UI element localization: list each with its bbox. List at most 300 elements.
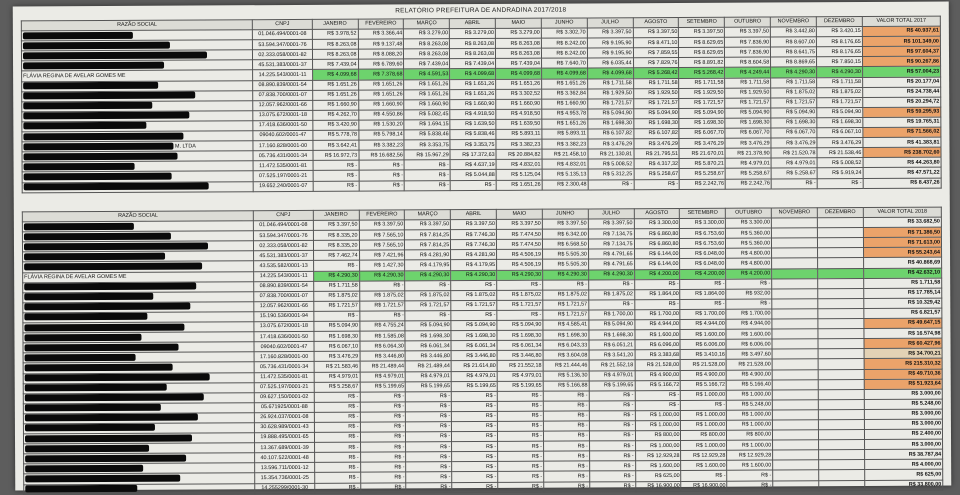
month-value-cell: R$ 1.721,57 (405, 301, 451, 311)
month-value-cell (819, 480, 865, 490)
month-value-cell: R$ - (405, 280, 451, 290)
month-value-cell: R$ 6.342,00 (542, 229, 588, 239)
month-value-cell: R$ 8.176,65 (816, 37, 862, 47)
redaction-mark (23, 142, 173, 150)
column-header: ABRIL (451, 209, 497, 219)
month-value-cell: R$ 6.107,82 (633, 128, 679, 138)
month-value-cell: R$ - (314, 483, 360, 493)
month-value-cell: R$ 1.929,50 (633, 88, 679, 98)
month-value-cell: R$ 8.891,82 (679, 58, 725, 68)
cnpj-cell: 19.652.240/0001-07 (253, 181, 312, 191)
month-value-cell: R$ 1.929,50 (587, 88, 633, 98)
month-value-cell: R$ 5.199,65 (360, 381, 406, 391)
month-value-cell: R$ 8.641,75 (771, 47, 817, 57)
month-value-cell: R$ 8.263,08 (496, 48, 542, 58)
month-value-cell: R$ 4.979,01 (451, 371, 497, 381)
redaction-mark (24, 163, 135, 171)
month-value-cell: R$ 5.199,65 (589, 380, 635, 390)
month-value-cell: R$ 1.651,26 (358, 90, 404, 100)
month-value-cell: R$ - (314, 442, 360, 452)
month-value-cell: R$ 5.838,46 (404, 130, 450, 140)
month-value-cell (818, 329, 864, 339)
month-value-cell: R$ 4.944,00 (634, 319, 680, 329)
month-value-cell: R$ - (451, 310, 497, 320)
month-value-cell: R$ 1.700,00 (634, 309, 680, 319)
month-value-cell: R$ - (497, 421, 543, 431)
month-value-cell: R$ 6.067,10 (817, 128, 863, 138)
month-value-cell (772, 288, 818, 298)
column-header: NOVEMBRO (771, 208, 817, 218)
redaction-mark (25, 363, 173, 371)
redaction-mark (25, 384, 167, 392)
total-cell: R$ 97.604,37 (862, 46, 940, 57)
total-cell: R$ 47.571,22 (863, 168, 941, 179)
month-value-cell: R$ - (406, 482, 452, 492)
month-value-cell: R$ 1.600,00 (726, 329, 772, 339)
month-value-cell: R$ - (497, 391, 543, 401)
redaction-mark (23, 31, 133, 39)
month-value-cell: R$ 4.290,30 (817, 67, 863, 77)
month-value-cell: R$ 3.497,60 (726, 349, 772, 359)
month-value-cell: R$ 8.088,20 (358, 49, 404, 59)
cnpj-cell: 08.890.839/0001-54 (253, 80, 312, 90)
cnpj-cell: 07.525.197/0001-21 (255, 382, 314, 392)
cnpj-cell: 53.594.347/0001-76 (253, 40, 312, 50)
month-value-cell: R$ 1.875,02 (359, 291, 405, 301)
month-value-cell: R$ - (314, 452, 360, 462)
month-value-cell (772, 389, 818, 399)
month-value-cell: R$ - (589, 421, 635, 431)
column-header: OUTUBRO (725, 17, 771, 27)
month-value-cell: R$ 1.711,58 (633, 78, 679, 88)
month-value-cell: R$ 5.360,00 (726, 228, 772, 238)
month-value-cell (772, 400, 818, 410)
month-value-cell: R$ - (498, 472, 544, 482)
month-value-cell: R$ 5.919,24 (817, 168, 863, 178)
month-value-cell (819, 450, 865, 460)
month-value-cell: R$ - (406, 462, 452, 472)
month-value-cell: R$ 3.382,23 (358, 140, 404, 150)
month-value-cell: R$ 4.317,32 (634, 159, 680, 169)
month-value-cell (772, 339, 818, 349)
month-value-cell: R$ 5.008,52 (817, 158, 863, 168)
total-cell: R$ 71.613,00 (863, 237, 941, 248)
month-value-cell: R$ 1.700,00 (680, 309, 726, 319)
column-header: JANEIRO (313, 210, 359, 220)
month-value-cell: R$ 4.979,01 (771, 158, 817, 168)
month-value-cell: R$ 4.290,30 (497, 270, 543, 280)
cnpj-cell: 13.075.672/0001-18 (254, 321, 313, 331)
month-value-cell: R$ - (727, 470, 773, 480)
month-value-cell: R$ - (450, 180, 496, 190)
month-value-cell: R$ 4.944,00 (726, 319, 772, 329)
redaction-mark (23, 51, 207, 59)
table-2017 (21, 16, 942, 193)
document-page (13, 2, 952, 491)
total-cell: R$ 60.427,96 (864, 338, 942, 349)
month-value-cell: R$ 4.800,00 (726, 248, 772, 258)
month-value-cell: R$ 7.439,04 (404, 59, 450, 69)
month-value-cell: R$ - (589, 471, 635, 481)
month-value-cell (772, 248, 818, 258)
cnpj-cell: 02.333.058/0001-82 (253, 50, 312, 60)
month-value-cell: R$ - (452, 482, 498, 492)
total-cell: R$ 55.243,64 (863, 247, 941, 258)
month-value-cell: R$ - (498, 451, 544, 461)
month-value-cell: R$ 6.144,00 (634, 249, 680, 259)
month-value-cell: R$ - (404, 170, 450, 180)
month-value-cell (818, 399, 864, 409)
month-value-cell: R$ 8.263,08 (450, 39, 496, 49)
month-value-cell: R$ 3.300,00 (634, 219, 680, 229)
company-name-cell: FLÁVIA REGINA DE AVELAR GOMES ME (23, 271, 254, 282)
month-value-cell (818, 308, 864, 318)
month-value-cell: R$ 6.568,50 (542, 239, 588, 249)
month-value-cell: R$ 5.166,88 (543, 381, 589, 391)
month-value-cell (817, 228, 863, 238)
month-value-cell: R$ - (681, 471, 727, 481)
month-value-cell: R$ 5.778,78 (313, 130, 359, 140)
month-value-cell: R$ 1.698,30 (451, 331, 497, 341)
month-value-cell: R$ 4.550,86 (358, 110, 404, 120)
month-value-cell: R$ 1.639,50 (496, 119, 542, 129)
month-value-cell: R$ 1.698,30 (497, 330, 543, 340)
month-value-cell: R$ - (406, 401, 452, 411)
month-value-cell: R$ - (589, 300, 635, 310)
total-cell: R$ 57.004,23 (862, 67, 940, 78)
month-value-cell: R$ - (452, 452, 498, 462)
month-value-cell: R$ 1.651,26 (450, 89, 496, 99)
total-cell: R$ 40.937,61 (862, 26, 940, 37)
month-value-cell: R$ 4.290,30 (313, 271, 359, 281)
month-value-cell: R$ 6.051,21 (589, 340, 635, 350)
cnpj-cell: 30.628.989/0001-43 (255, 422, 314, 432)
month-value-cell: R$ 1.660,90 (450, 99, 496, 109)
month-value-cell: R$ 6.096,00 (635, 340, 681, 350)
month-value-cell: R$ 4.637,19 (450, 160, 496, 170)
month-value-cell: R$ - (314, 473, 360, 483)
cnpj-cell: 09040.602/0001-47 (253, 130, 312, 140)
month-value-cell: R$ 5.258,67 (680, 169, 726, 179)
month-value-cell: R$ - (589, 400, 635, 410)
month-value-cell: R$ 6.144,00 (634, 259, 680, 269)
month-value-cell: R$ 3.397,50 (542, 219, 588, 229)
month-value-cell: R$ 1.875,02 (588, 289, 634, 299)
total-cell: R$ 38.787,84 (864, 449, 942, 460)
month-value-cell: R$ 7.746,30 (451, 240, 497, 250)
month-value-cell (818, 339, 864, 349)
month-value-cell: R$ 4.249,44 (725, 67, 771, 77)
month-value-cell: R$ 4.900,00 (726, 369, 772, 379)
month-value-cell: R$ 5.094,90 (589, 320, 635, 330)
month-value-cell: R$ 1.000,00 (727, 410, 773, 420)
month-value-cell: R$ - (452, 431, 498, 441)
month-value-cell: R$ 1.651,26 (542, 79, 588, 89)
month-value-cell: R$ 1.721,57 (771, 97, 817, 107)
month-value-cell (772, 258, 818, 268)
cnpj-cell: 13.596.711/0001-12 (255, 463, 314, 473)
month-value-cell: R$ 5.166,72 (681, 380, 727, 390)
month-value-cell: R$ 8.263,08 (404, 49, 450, 59)
month-value-cell: R$ 3.397,50 (405, 220, 451, 230)
redaction-mark (24, 293, 153, 301)
month-value-cell: R$ 4.099,68 (587, 68, 633, 78)
month-value-cell: R$ - (360, 412, 406, 422)
month-value-cell: R$ - (452, 401, 498, 411)
month-value-cell: R$ 5.312,25 (588, 169, 634, 179)
month-value-cell: R$ 7.565,10 (359, 230, 405, 240)
month-value-cell: R$ 5.044,88 (450, 170, 496, 180)
month-value-cell: R$ 1.000,00 (681, 390, 727, 400)
month-value-cell: R$ - (634, 179, 680, 189)
redaction-mark (23, 82, 158, 90)
redaction-mark (24, 182, 209, 190)
month-value-cell: R$ - (359, 281, 405, 291)
cnpj-cell: 14.225.543/0001-11 (254, 271, 313, 281)
month-value-cell: R$ 5.870,21 (679, 159, 725, 169)
total-cell: R$ 24.738,44 (863, 87, 941, 98)
month-value-cell: R$ 5.268,42 (633, 68, 679, 78)
month-value-cell: R$ - (314, 462, 360, 472)
redaction-mark (25, 434, 192, 442)
month-value-cell: R$ - (314, 392, 360, 402)
redaction-mark (23, 122, 146, 130)
month-value-cell: R$ 3.420,90 (313, 120, 359, 130)
month-value-cell: R$ - (589, 451, 635, 461)
month-value-cell: R$ 9.195,90 (587, 38, 633, 48)
company-name-text: M. LTDA (173, 143, 196, 150)
redaction-mark (25, 394, 204, 402)
month-value-cell: R$ - (359, 160, 405, 170)
column-header: MARÇO (404, 19, 450, 29)
month-value-cell (819, 460, 865, 470)
redaction-mark (24, 253, 165, 261)
month-value-cell: R$ 12.929,28 (727, 450, 773, 460)
month-value-cell: R$ 800,00 (727, 430, 773, 440)
month-value-cell: R$ - (451, 391, 497, 401)
cnpj-cell: 05.671925/0001-88 (255, 402, 314, 412)
month-value-cell: R$ 7.829,76 (633, 58, 679, 68)
month-value-cell: R$ 3.382,23 (542, 139, 588, 149)
column-header: MAIO (496, 209, 542, 219)
month-value-cell: R$ 3.446,80 (405, 351, 451, 361)
cnpj-cell: 45.531.383/0001-37 (254, 251, 313, 261)
total-cell: R$ 42.632,10 (863, 268, 941, 279)
month-value-cell (772, 359, 818, 369)
month-value-cell: R$ 1.721,57 (587, 98, 633, 108)
month-value-cell: R$ 3.397,50 (725, 27, 771, 37)
month-value-cell: R$ 7.850,15 (817, 57, 863, 67)
redaction-mark (25, 354, 136, 362)
month-value-cell: R$ 1.600,00 (680, 329, 726, 339)
total-cell: R$ 33.682,50 (863, 217, 941, 228)
month-value-cell: R$ - (359, 311, 405, 321)
month-value-cell: R$ 1.427,30 (359, 260, 405, 270)
month-value-cell: R$ - (589, 441, 635, 451)
month-value-cell: R$ - (314, 432, 360, 442)
cnpj-cell: 11.472.535/0001-81 (253, 161, 312, 171)
month-value-cell: R$ 1.711,58 (679, 78, 725, 88)
month-value-cell: R$ 1.660,90 (542, 99, 588, 109)
redaction-mark (25, 404, 161, 412)
month-value-cell: R$ 9.137,48 (358, 39, 404, 49)
total-cell: R$ 215.310,32 (864, 358, 942, 369)
month-value-cell: R$ 21.130,81 (588, 149, 634, 159)
month-value-cell (773, 460, 819, 470)
month-value-cell (818, 369, 864, 379)
total-cell: R$ 238.702,60 (863, 147, 941, 158)
month-value-cell: R$ - (544, 471, 590, 481)
month-value-cell: R$ 2.300,48 (542, 179, 588, 189)
month-value-cell: R$ - (543, 421, 589, 431)
column-header: SETEMBRO (680, 208, 726, 218)
cnpj-cell: 02.333.058/0001-82 (254, 241, 313, 251)
redaction-mark (23, 41, 170, 49)
month-value-cell: R$ 8.176,65 (816, 47, 862, 57)
month-value-cell: R$ 4.290,30 (359, 270, 405, 280)
month-value-cell: R$ 1.000,00 (635, 410, 681, 420)
month-value-cell: R$ 6.753,60 (680, 239, 726, 249)
month-value-cell: R$ - (544, 461, 590, 471)
month-value-cell: R$ 6.067,70 (771, 128, 817, 138)
month-value-cell: R$ 5.360,00 (726, 238, 772, 248)
month-value-cell: R$ 21.528,00 (681, 360, 727, 370)
month-value-cell: R$ - (726, 279, 772, 289)
month-value-cell: R$ 1.875,02 (451, 290, 497, 300)
month-value-cell: R$ 5.199,65 (451, 381, 497, 391)
month-value-cell (772, 228, 818, 238)
month-value-cell: R$ 1.875,02 (405, 290, 451, 300)
month-value-cell: R$ 6.048,00 (680, 259, 726, 269)
month-value-cell: R$ 2.242,76 (680, 179, 726, 189)
cnpj-cell: 43.535.582/0001-13 (254, 261, 313, 271)
month-value-cell: R$ 7.134,75 (588, 239, 634, 249)
month-value-cell: R$ 4.755,24 (359, 321, 405, 331)
month-value-cell: R$ 8.242,00 (541, 38, 587, 48)
month-value-cell (773, 470, 819, 480)
month-value-cell: R$ 4.506,19 (497, 250, 543, 260)
month-value-cell: R$ 4.099,68 (450, 69, 496, 79)
cnpj-cell: 26.924.037/0001-08 (255, 412, 314, 422)
company-name-cell: FLÁVIA REGINA DE AVELAR GOMES ME (22, 70, 253, 81)
total-cell: R$ 10.329,42 (864, 298, 942, 309)
month-value-cell: R$ 3.397,50 (679, 27, 725, 37)
month-value-cell: R$ - (452, 411, 498, 421)
month-value-cell: R$ 6.860,80 (634, 239, 680, 249)
total-cell: R$ 3.000,00 (864, 409, 942, 420)
column-header: FEVEREIRO (358, 19, 404, 29)
month-value-cell: R$ 7.746,30 (451, 230, 497, 240)
month-value-cell: R$ 8.263,08 (404, 39, 450, 49)
month-value-cell: R$ 1.721,57 (679, 98, 725, 108)
month-value-cell: R$ 4.506,19 (497, 260, 543, 270)
month-value-cell: R$ 1.651,26 (404, 89, 450, 99)
month-value-cell: R$ 1.530,20 (358, 120, 404, 130)
month-value-cell: R$ 1.875,02 (817, 87, 863, 97)
month-value-cell: R$ 15.967,29 (404, 150, 450, 160)
total-cell: R$ 59.295,93 (863, 107, 941, 118)
month-value-cell: R$ 4.281,90 (451, 250, 497, 260)
month-value-cell: R$ 4.900,00 (635, 370, 681, 380)
month-value-cell: R$ 21.538,46 (817, 148, 863, 158)
column-header: NOVEMBRO (770, 17, 816, 27)
month-value-cell (773, 450, 819, 460)
month-value-cell: R$ 16.972,73 (313, 150, 359, 160)
month-value-cell: R$ 7.134,75 (588, 229, 634, 239)
month-value-cell: R$ 6.035,44 (587, 58, 633, 68)
month-value-cell: R$ - (313, 160, 359, 170)
cnpj-cell: 07.838.700/0001-07 (253, 90, 312, 100)
month-value-cell: R$ - (681, 400, 727, 410)
month-value-cell: R$ 1.698,30 (589, 330, 635, 340)
month-value-cell: R$ 9.195,90 (587, 48, 633, 58)
month-value-cell: R$ 6.789,60 (358, 59, 404, 69)
month-value-cell: R$ 1.000,00 (727, 420, 773, 430)
month-value-cell: R$ - (635, 390, 681, 400)
month-value-cell: R$ 4.979,01 (360, 371, 406, 381)
month-value-cell: R$ 7.814,25 (405, 240, 451, 250)
month-value-cell: R$ 16.900,00 (635, 481, 681, 491)
month-value-cell: R$ 8.629,65 (679, 48, 725, 58)
month-value-cell: R$ 1.698,30 (633, 118, 679, 128)
total-cell: R$ 16.574,98 (864, 328, 942, 339)
month-value-cell: R$ 1.698,30 (314, 331, 360, 341)
month-value-cell: R$ 4.800,00 (726, 258, 772, 268)
month-value-cell: R$ 7.439,04 (496, 59, 542, 69)
month-value-cell (818, 258, 864, 268)
month-value-cell: R$ - (360, 432, 406, 442)
month-value-cell: R$ 21.489,44 (405, 361, 451, 371)
month-value-cell: R$ - (498, 441, 544, 451)
month-value-cell: R$ 21.552,18 (497, 361, 543, 371)
month-value-cell: R$ 1.660,90 (404, 99, 450, 109)
month-value-cell: R$ 7.836,90 (725, 37, 771, 47)
cnpj-cell: 08.890.839/0001-54 (254, 281, 313, 291)
month-value-cell: R$ 5.008,52 (588, 159, 634, 169)
month-value-cell: R$ - (634, 299, 680, 309)
month-value-cell (772, 309, 818, 319)
month-value-cell: R$ 21.528,00 (635, 360, 681, 370)
month-value-cell: R$ 3.476,29 (314, 351, 360, 361)
month-value-cell: R$ 3.397,50 (451, 220, 497, 230)
redaction-mark (24, 152, 178, 160)
total-cell: R$ 20.294,72 (863, 97, 941, 108)
month-value-cell: R$ - (314, 412, 360, 422)
month-value-cell (818, 430, 864, 440)
month-value-cell: R$ 5.268,42 (679, 68, 725, 78)
month-value-cell: R$ - (634, 279, 680, 289)
month-value-cell: R$ 21.583,46 (314, 362, 360, 372)
month-value-cell: R$ 12.929,28 (681, 450, 727, 460)
cnpj-cell: 15.354.736/0001-25 (255, 473, 314, 483)
month-value-cell: R$ - (360, 462, 406, 472)
month-value-cell (818, 278, 864, 288)
month-value-cell: R$ 3.353,75 (450, 140, 496, 150)
month-value-cell: R$ - (590, 481, 636, 491)
month-value-cell (818, 359, 864, 369)
column-header: DEZEMBRO (816, 17, 862, 27)
month-value-cell: R$ 1.000,00 (681, 440, 727, 450)
month-value-cell: R$ 8.335,20 (313, 240, 359, 250)
month-value-cell: R$ 8.471,10 (633, 38, 679, 48)
month-value-cell: R$ - (406, 432, 452, 442)
month-value-cell (818, 349, 864, 359)
redaction-mark (25, 485, 137, 493)
cnpj-cell: 17.160.828/0001-00 (253, 141, 312, 151)
month-value-cell: R$ 4.200,00 (634, 269, 680, 279)
redaction-mark (25, 414, 198, 422)
month-value-cell: R$ 3.446,80 (497, 350, 543, 360)
